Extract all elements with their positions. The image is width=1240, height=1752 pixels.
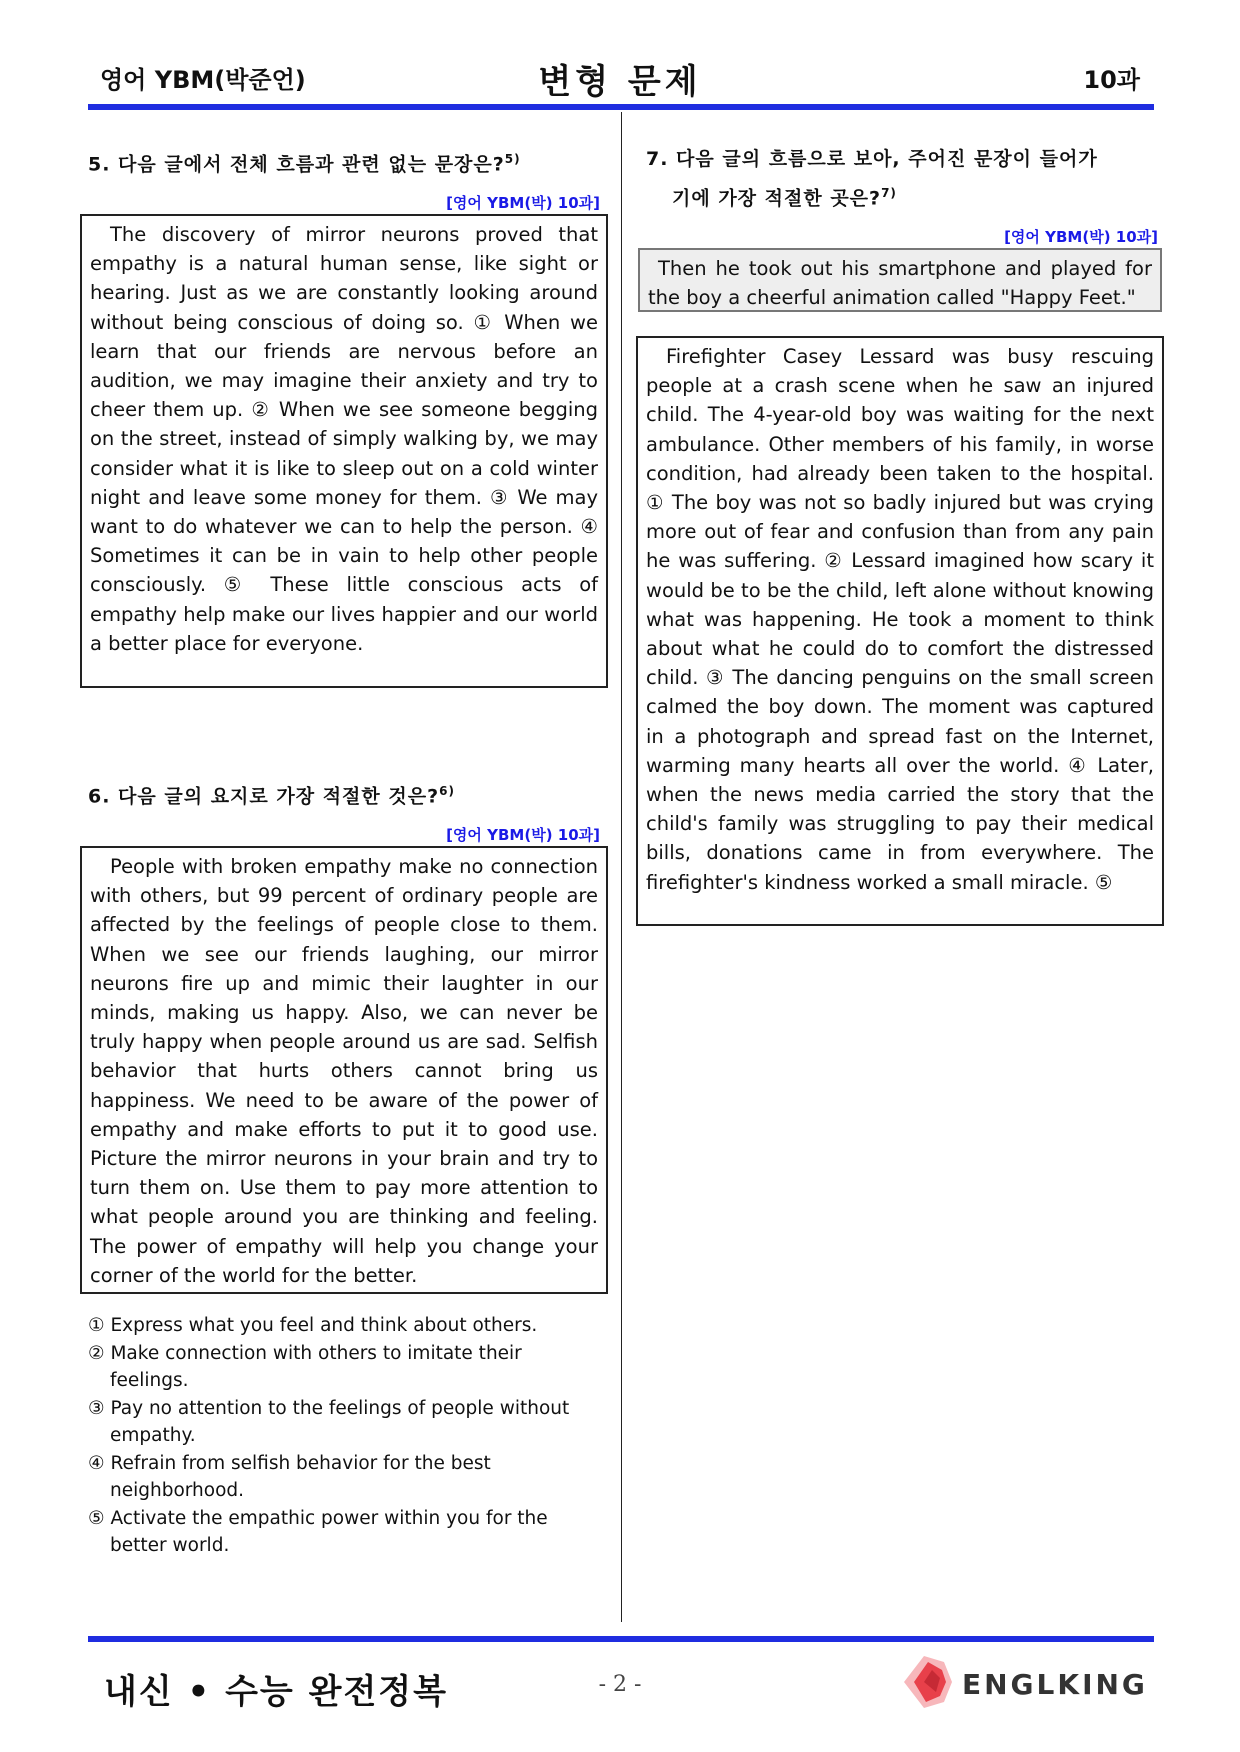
page-title: 변형 문제 <box>538 62 702 102</box>
q6-footnote: 6) <box>439 784 455 798</box>
column-divider <box>621 112 622 1622</box>
q6-title <box>88 774 455 813</box>
q7-title-line2 <box>672 176 897 215</box>
subject-label: 영어 YBM(박준언) <box>100 66 306 94</box>
q7-title-line1: 7. 다음 글의 흐름으로 보아, 주어진 문장이 들어가 <box>646 148 1098 170</box>
q6-choice-2[interactable]: ② Make connection with others to imitate their feelings. <box>88 1342 522 1391</box>
q6-choice-4[interactable]: ④ Refrain from selfish behavior for the best neighborhood. <box>88 1452 491 1501</box>
q6-choices <box>88 1312 600 1560</box>
q7-footnote: 7) <box>881 186 897 200</box>
q7-passage <box>636 336 1164 926</box>
q6-passage-text: People with broken empathy make no connection with others, but 99 percent of ordinary people are affected by the feelings of people close to them. When we see our friends laughing, our mirror neurons fire up and mimic their laughter in our minds, making us happy. Also, we can never be truly happy when people around us are sad. Selfish behavior that hurts others cannot bring us happiness. We need to be aware of the power of empathy and make efforts to put it to good use. Picture the mirror neurons in your brain and try to turn them on. Use them to pay more attention to what people around you are thinking and feeling. The power of empathy will help you change your corner of the world for the better. <box>90 855 598 1287</box>
q5-footnote: 5) <box>504 152 521 166</box>
q5-source: [영어 YBM(박) 10과] <box>446 194 600 212</box>
q7-source: [영어 YBM(박) 10과] <box>1004 228 1158 246</box>
logo-text: ENGLKING <box>962 1668 1148 1701</box>
q7-given-sentence <box>638 248 1162 312</box>
q5-passage-text: The discovery of mirror neurons proved that empathy is a natural human sense, like sight or hearing. Just as we are constantly looking around without being conscious of doing so. ① When we learn that our friends are nervous before an audition, we may imagine their anxiety and try to cheer them up. ② When we see someone begging on the street, instead of simply walking by, we may consider what it is like to sleep out on a cold winter night and leave some money for them. ③ We may want to do whatever we can to help the person. ④ Sometimes it can be in vain to help other people consciously. ⑤ These little conscious acts of empathy help make our lives happier and our world a better place for everyone. <box>90 223 598 655</box>
header-rule <box>88 104 1154 110</box>
footer-rule <box>88 1636 1154 1642</box>
q7-passage-text: Firefighter Casey Lessard was busy rescuing people at a crash scene when he saw an injured child. The 4-year-old boy was waiting for the next ambulance. Other members of his family, in worse condition, had already been taken to the hospital. ① The boy was not so badly injured but was crying more out of fear and confusion than from any pain he was suffering. ② Lessard imagined how scary it would be to be the child, left alone without knowing what was happening. He took a moment to think about what he could do to comfort the distressed child. ③ The dancing penguins on the small screen calmed the boy down. The moment was captured in a photograph and spread fast on the Internet, warming many hearts all over the world. ④ Later, when the news media carried the story that the child's family was struggling to pay their medical bills, donations came in from everywhere. The firefighter's kindness worked a small miracle. ⑤ <box>646 345 1154 894</box>
q6-choice-1[interactable]: ① Express what you feel and think about others. <box>88 1315 538 1336</box>
q6-source: [영어 YBM(박) 10과] <box>446 826 600 844</box>
q7-title-line2-text: 기에 가장 적절한 곳은? <box>672 187 882 210</box>
q6-title-text: 6. 다음 글의 요지로 가장 적절한 것은? <box>88 785 440 808</box>
q5-title <box>88 142 521 181</box>
footer-title: 내신 • 수능 완전정복 <box>104 1672 448 1712</box>
lesson-label: 10과 <box>1083 66 1140 94</box>
q6-choice-3[interactable]: ③ Pay no attention to the feelings of people without empathy. <box>88 1397 570 1446</box>
page-number: - 2 - <box>598 1672 642 1697</box>
q6-choice-5[interactable]: ⑤ Activate the empathic power within you for the better world. <box>88 1507 548 1556</box>
q5-title-text: 5. 다음 글에서 전체 흐름과 관련 없는 문장은? <box>88 153 505 176</box>
q7-given-text: Then he took out his smartphone and played for the boy a cheerful animation called "Happy Feet." <box>648 257 1152 309</box>
q5-passage <box>80 214 608 688</box>
q6-passage <box>80 846 608 1294</box>
